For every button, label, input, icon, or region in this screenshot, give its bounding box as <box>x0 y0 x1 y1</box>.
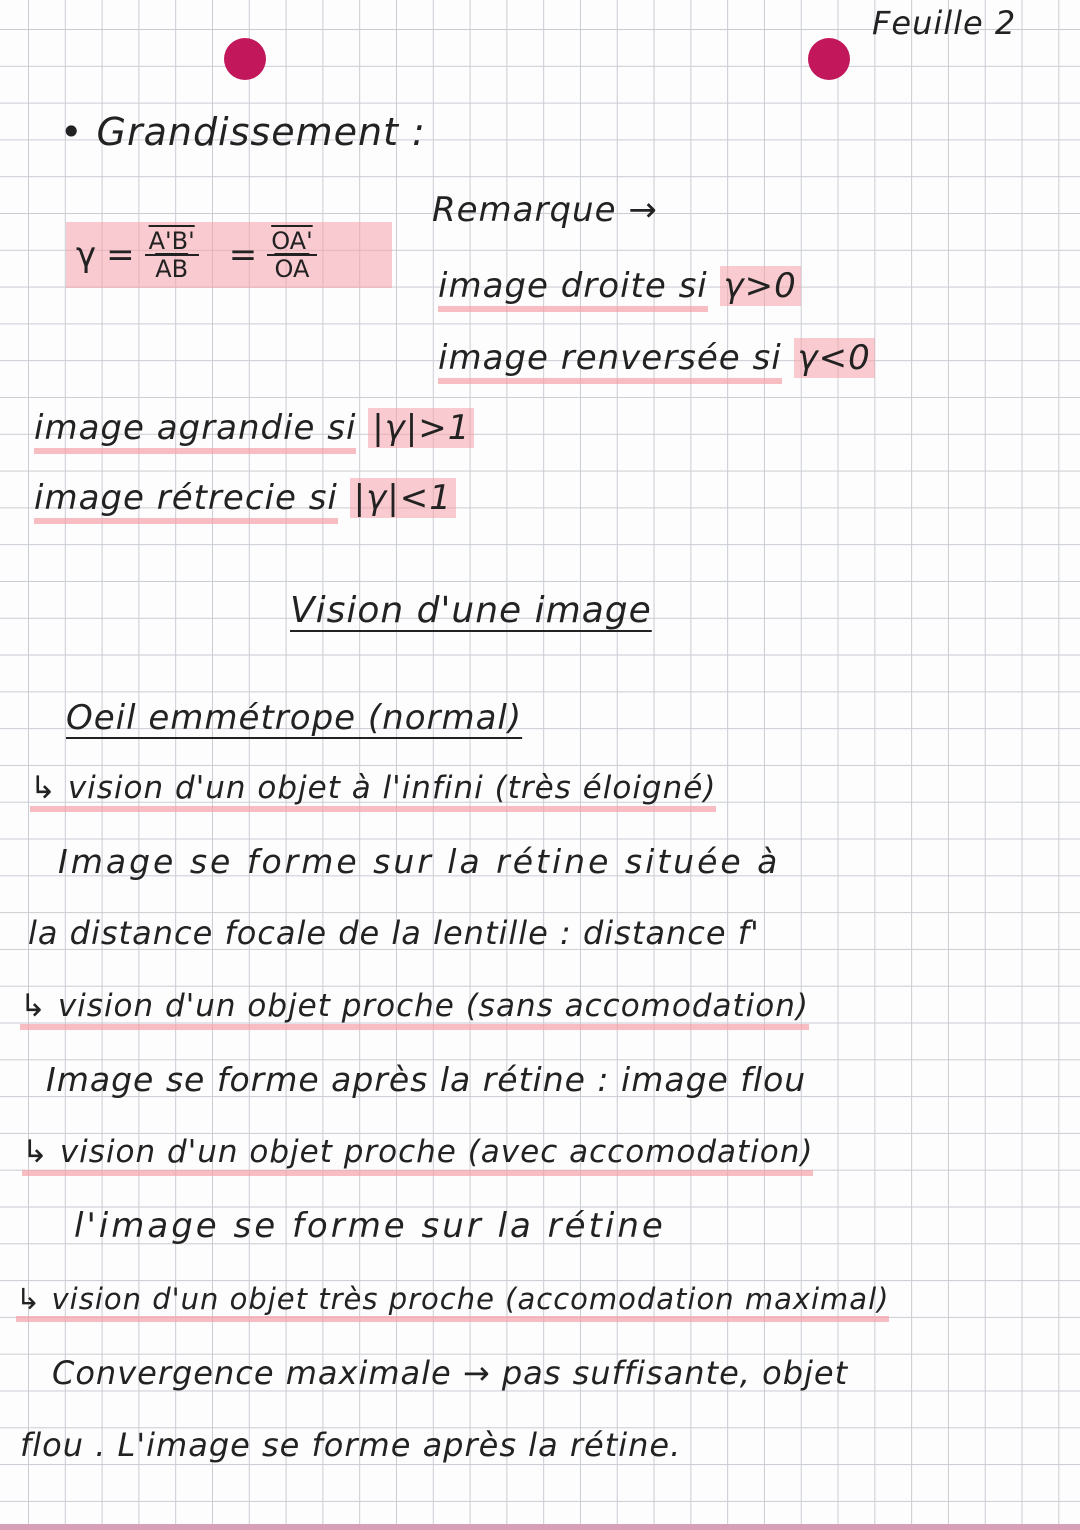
grandissement-formula <box>66 222 392 288</box>
binder-hole-left <box>224 38 266 80</box>
den: OA <box>274 255 310 283</box>
remark-text: image agrandie si <box>34 408 356 454</box>
grandissement-heading: • Grandissement : <box>60 110 426 154</box>
vision-line: ↳ vision d'un objet à l'infini (très éloigné) <box>30 770 716 812</box>
remark-cond: |γ|>1 <box>368 408 474 448</box>
vision-line: flou . L'image se forme après la rétine. <box>20 1426 682 1464</box>
vision-line: la distance focale de la lentille : distance f' <box>28 914 760 952</box>
vision-subtitle: Oeil emmétrope (normal) <box>66 698 523 738</box>
vision-line: l'image se forme sur la rétine <box>74 1206 666 1246</box>
remarque-label: Remarque → <box>432 190 658 230</box>
equals: = <box>106 235 135 275</box>
den: AB <box>155 255 189 283</box>
gamma-symbol: γ <box>76 235 97 275</box>
vision-line: Convergence maximale → pas suffisante, objet <box>52 1354 849 1392</box>
remark-line <box>438 338 875 378</box>
vision-line: Image se forme sur la rétine située à <box>58 842 781 881</box>
num: A'B' <box>145 228 199 256</box>
page-edge <box>0 1524 1080 1530</box>
remark-text: image renversée si <box>438 338 782 384</box>
remark-line <box>34 478 456 518</box>
num: OA' <box>267 228 316 256</box>
vision-line: Image se forme après la rétine : image flou <box>46 1060 807 1099</box>
fraction-ab <box>145 228 199 283</box>
equals: = <box>228 235 258 275</box>
remark-cond: γ<0 <box>794 338 875 378</box>
binder-hole-right <box>808 38 850 80</box>
vision-line: ↳ vision d'un objet proche (sans accomodation) <box>20 988 809 1030</box>
remark-cond: γ>0 <box>720 266 801 306</box>
remark-text: image rétrecie si <box>34 478 338 524</box>
remark-text: image droite si <box>438 266 708 312</box>
vision-line: ↳ vision d'un objet proche (avec accomodation) <box>22 1134 813 1176</box>
heading-text: Grandissement : <box>96 110 426 154</box>
fraction-oa <box>267 228 316 283</box>
vision-title: Vision d'une image <box>290 590 652 631</box>
vision-line: ↳ vision d'un objet très proche (accomodation maximal) <box>16 1282 889 1322</box>
sheet-label: Feuille 2 <box>872 4 1017 42</box>
remark-cond: |γ|<1 <box>350 478 456 518</box>
remark-line <box>34 408 474 448</box>
remark-line <box>438 266 801 306</box>
